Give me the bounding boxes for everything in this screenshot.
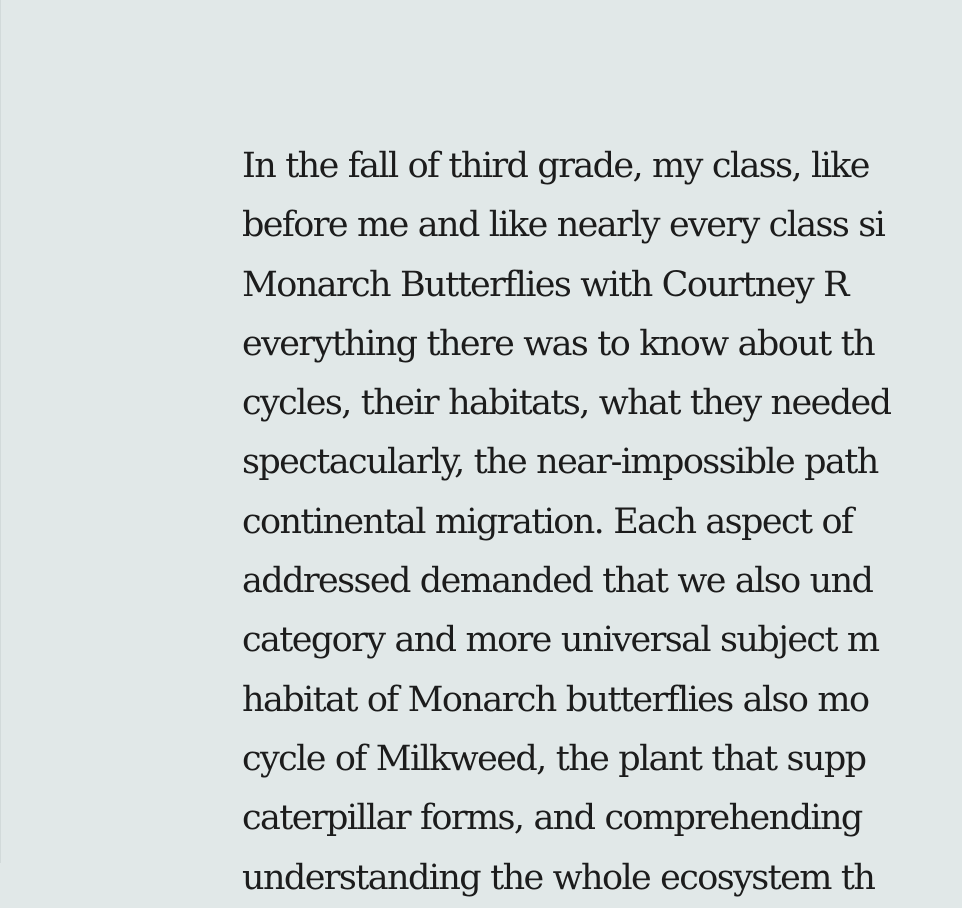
article-line-10: habitat of Monarch butterflies also mo [242, 679, 869, 720]
article-line-12: caterpillar forms, and comprehending [242, 798, 862, 839]
article-line-1: In the fall of third grade, my class, like [242, 146, 869, 186]
article-line-4: everything there was to know about th [242, 323, 875, 364]
article-line-6: spectacularly, the near-impossible path [242, 442, 878, 483]
article-line-8: addressed demanded that we also und [242, 561, 873, 602]
article-line-13: understanding the whole ecosystem th [242, 857, 875, 898]
article-line-7: continental migration. Each aspect of [242, 501, 853, 542]
article-body [242, 137, 962, 908]
article-line-11: cycle of Milkweed, the plant that supp [242, 738, 866, 779]
article-line-9: category and more universal subject m [242, 620, 879, 661]
article-line-5: cycles, their habitats, what they needed [242, 383, 891, 424]
article-line-3: Monarch Butterflies with Courtney R [242, 264, 848, 305]
article-line-2: before me and like nearly every class si [242, 205, 885, 246]
